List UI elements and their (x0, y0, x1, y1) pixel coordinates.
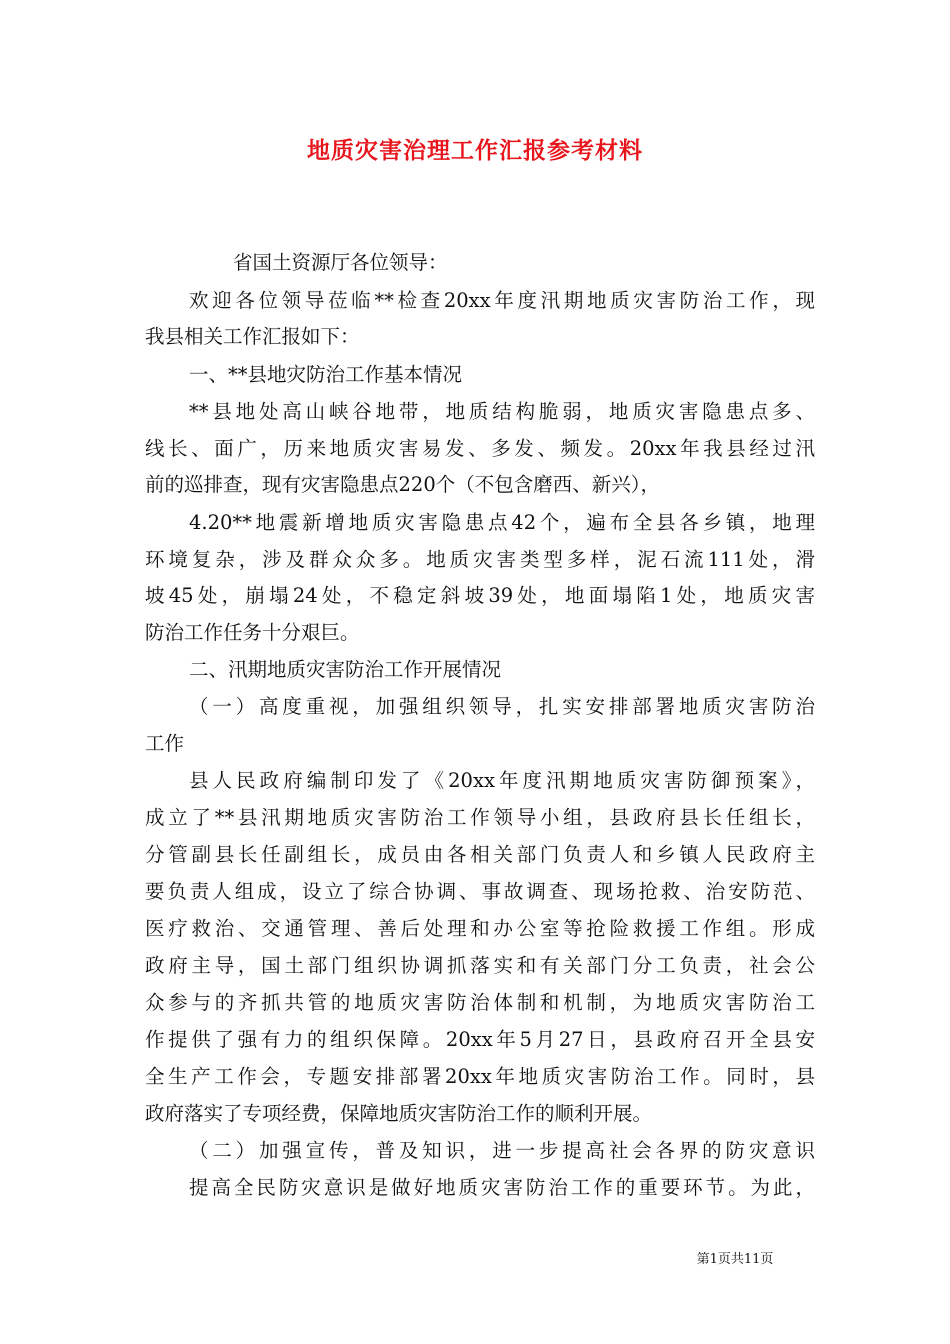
body-line: 环境复杂，涉及群众众多。地质灾害类型多样，泥石流111处，滑 (145, 548, 815, 571)
body-line: 政府落实了专项经费，保障地质灾害防治工作的顺利开展。 (145, 1102, 653, 1125)
section-heading-2: 二、汛期地质灾害防治工作开展情况 (189, 658, 502, 681)
body-line: 线长、面广，历来地质灾害易发、多发、频发。20xx年我县经过汛 (145, 437, 815, 460)
body-line: 作提供了强有力的组织保障。20xx年5月27日，县政府召开全县安 (145, 1028, 815, 1051)
body-line: 防治工作任务十分艰巨。 (145, 621, 360, 644)
body-line: 欢迎各位领导莅临**检查20xx年度汛期地质灾害防治工作，现 (189, 289, 815, 312)
body-line: 医疗救治、交通管理、善后处理和办公室等抢险救援工作组。形成 (145, 917, 815, 940)
body-line: 坡45处，崩塌24处，不稳定斜坡39处，地面塌陷1处，地质灾害 (145, 584, 815, 607)
body-line: 分管副县长任副组长，成员由各相关部门负责人和乡镇人民政府主 (145, 843, 815, 866)
page-footer (0, 1248, 950, 1267)
section-heading-1: 一、**县地灾防治工作基本情况 (189, 363, 463, 386)
body-line: 政府主导，国土部门组织协调抓落实和有关部门分工负责，社会公 (145, 954, 815, 977)
body-line: **县地处高山峡谷地带，地质结构脆弱，地质灾害隐患点多、 (189, 400, 815, 423)
body-line: 我县相关工作汇报如下： (145, 325, 360, 348)
subsection-heading-1: （一）高度重视，加强组织领导，扎实安排部署地质灾害防治 (189, 695, 815, 718)
body-line: 成立了**县汛期地质灾害防治工作领导小组，县政府县长任组长， (145, 806, 815, 829)
body-line: 要负责人组成，设立了综合协调、事故调查、现场抢救、治安防范、 (145, 880, 815, 903)
salutation: 省国土资源厅各位领导： (233, 251, 448, 274)
body-line: 全生产工作会，专题安排部署20xx年地质灾害防治工作。同时，县 (145, 1065, 815, 1088)
body-line: 众参与的齐抓共管的地质灾害防治体制和机制，为地质灾害防治工 (145, 991, 815, 1014)
document-title: 地质灾害治理工作汇报参考材料 (307, 137, 643, 164)
body-line: 前的巡排查，现有灾害隐患点220个（不包含磨西、新兴）， (145, 473, 660, 496)
body-line: 提高全民防灾意识是做好地质灾害防治工作的重要环节。为此， (189, 1176, 815, 1199)
subsection-heading-2: （二）加强宣传，普及知识，进一步提高社会各界的防灾意识 (189, 1139, 815, 1162)
body-line: 4.20**地震新增地质灾害隐患点42个，遍布全县各乡镇，地理 (189, 511, 815, 534)
page-number: 第1页共11页 (696, 1252, 774, 1267)
subsection-heading-1-cont: 工作 (145, 732, 185, 755)
body-line: 县人民政府编制印发了《20xx年度汛期地质灾害防御预案》， (189, 769, 815, 792)
